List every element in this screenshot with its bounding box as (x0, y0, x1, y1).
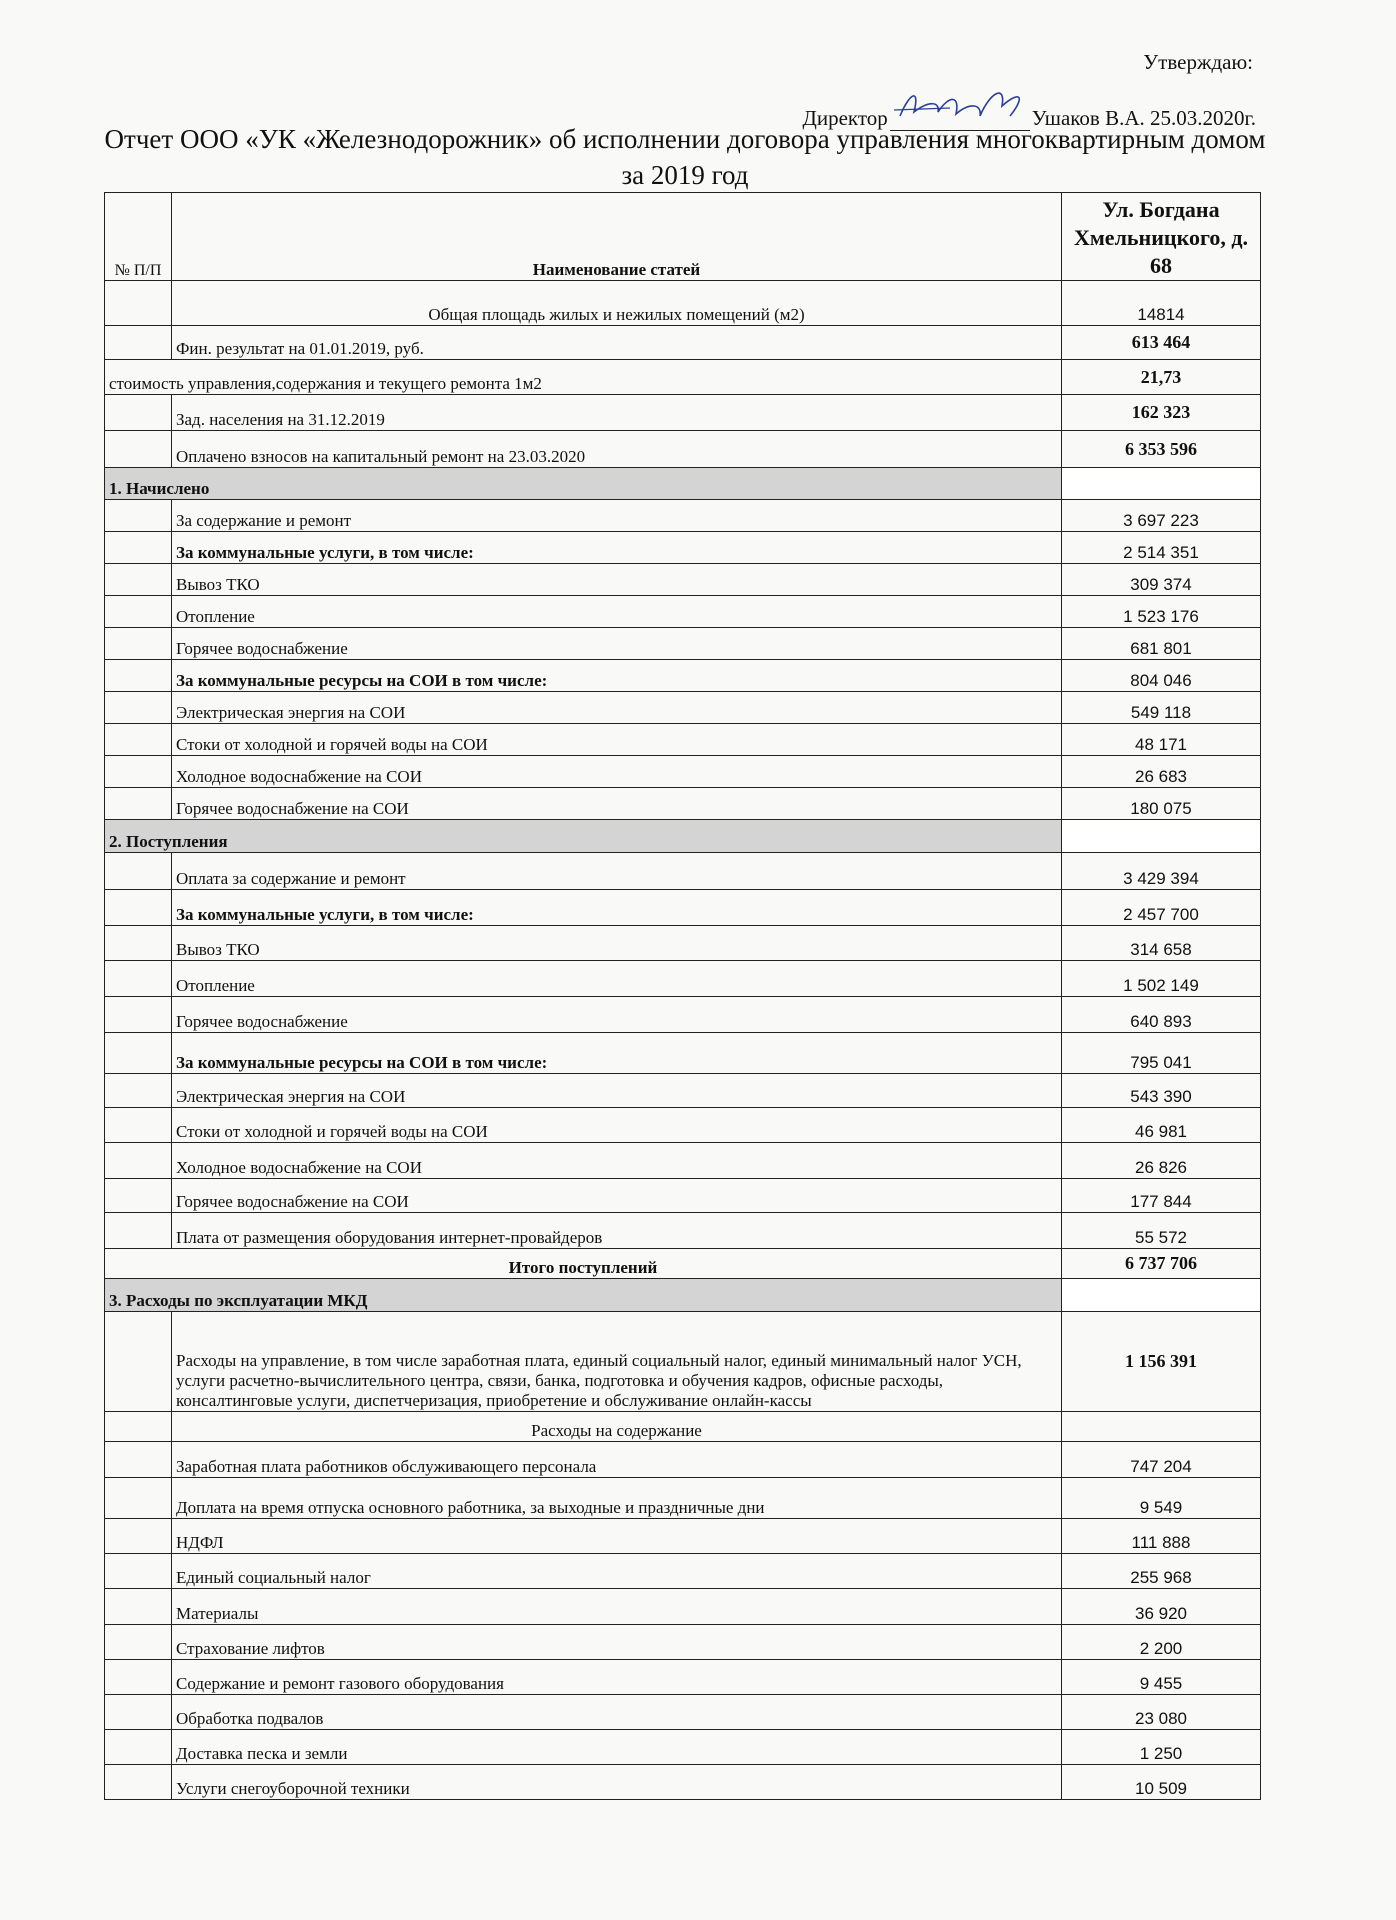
table-row (105, 724, 1261, 756)
section-label: 2. Поступления (105, 820, 1062, 853)
row-value: 309 374 (1062, 564, 1261, 596)
table-row (105, 1179, 1261, 1213)
row-label: Заработная плата работников обслуживающего персонала (172, 1442, 1062, 1478)
section-row (105, 468, 1261, 500)
director-suffix: Ушаков В.А. 25.03.2020г. (1031, 106, 1256, 130)
row-label: стоимость управления,содержания и текущего ремонта 1м2 (105, 360, 1062, 395)
row-value: 48 171 (1062, 724, 1261, 756)
report-table (104, 192, 1261, 1800)
row-value: 1 523 176 (1062, 596, 1261, 628)
table-row (105, 596, 1261, 628)
table-row (105, 1108, 1261, 1143)
table-row (105, 500, 1261, 532)
table-row (105, 1442, 1261, 1478)
table-row (105, 1519, 1261, 1554)
row-label: Материалы (172, 1589, 1062, 1625)
row-value: 26 683 (1062, 756, 1261, 788)
total-row (105, 1249, 1261, 1279)
row-label: Стоки от холодной и горячей воды на СОИ (172, 724, 1062, 756)
table-row (105, 628, 1261, 660)
row-label: Отопление (172, 961, 1062, 997)
row-label: Единый социальный налог (172, 1554, 1062, 1589)
report-title: Отчет ООО «УК «Железнодорожник» об исполнении договора управления многоквартирным домом за 2019 год (104, 124, 1266, 190)
col-value-header: Ул. Богдана Хмельницкого, д. 68 (1062, 193, 1261, 281)
table-row (105, 564, 1261, 596)
row-label: За коммунальные услуги, в том числе: (172, 890, 1062, 926)
row-label: Доставка песка и земли (172, 1730, 1062, 1765)
row-label: Плата от размещения оборудования интернет-провайдеров (172, 1213, 1062, 1249)
row-label: Доплата на время отпуска основного работника, за выходные и праздничные дни (172, 1478, 1062, 1519)
table-row (105, 1143, 1261, 1179)
row-value: 9 455 (1062, 1660, 1261, 1695)
table-row (105, 395, 1261, 431)
section-label: 3. Расходы по эксплуатации МКД (105, 1279, 1062, 1312)
table-row (105, 1625, 1261, 1660)
row-value: 640 893 (1062, 997, 1261, 1033)
table-row (105, 788, 1261, 820)
row-value: 26 826 (1062, 1143, 1261, 1179)
row-label: НДФЛ (172, 1519, 1062, 1554)
table-row (105, 431, 1261, 468)
table-row (105, 692, 1261, 724)
col-name-header: Наименование статей (172, 193, 1062, 281)
table-row (105, 326, 1261, 360)
table-row (105, 660, 1261, 692)
row-label: Услуги снегоуборочной техники (172, 1765, 1062, 1800)
row-label: Электрическая энергия на СОИ (172, 1074, 1062, 1108)
row-value: 543 390 (1062, 1074, 1261, 1108)
row-value: 3 429 394 (1062, 853, 1261, 890)
col-number-header: № П/П (105, 193, 172, 281)
row-value: 9 549 (1062, 1478, 1261, 1519)
row-value: 1 156 391 (1062, 1312, 1261, 1412)
total-label: Итого поступлений (105, 1249, 1062, 1279)
row-label: Фин. результат на 01.01.2019, руб. (172, 326, 1062, 360)
row-value: 804 046 (1062, 660, 1261, 692)
row-value: 46 981 (1062, 1108, 1261, 1143)
row-value (1062, 820, 1261, 853)
row-label: За содержание и ремонт (172, 500, 1062, 532)
approve-label: Утверждаю: (1143, 50, 1253, 74)
row-value: 747 204 (1062, 1442, 1261, 1478)
section-label: 1. Начислено (105, 468, 1062, 500)
row-value: 36 920 (1062, 1589, 1261, 1625)
section-row (105, 820, 1261, 853)
table-row (105, 853, 1261, 890)
row-value: 2 457 700 (1062, 890, 1261, 926)
row-label: Оплата за содержание и ремонт (172, 853, 1062, 890)
row-value: 549 118 (1062, 692, 1261, 724)
table-row (105, 890, 1261, 926)
row-label: Стоки от холодной и горячей воды на СОИ (172, 1108, 1062, 1143)
table-row (105, 1074, 1261, 1108)
table-header-row (105, 193, 1261, 281)
row-label: Расходы на содержание (172, 1412, 1062, 1442)
row-value: 55 572 (1062, 1213, 1261, 1249)
table-row (105, 1660, 1261, 1695)
row-label: За коммунальные ресурсы на СОИ в том числе: (172, 1033, 1062, 1074)
table-row (105, 1213, 1261, 1249)
table-row (105, 1695, 1261, 1730)
table-row (105, 1412, 1261, 1442)
table-row (105, 532, 1261, 564)
row-label: Отопление (172, 596, 1062, 628)
row-label: Зад. населения на 31.12.2019 (172, 395, 1062, 431)
table-row (105, 997, 1261, 1033)
total-value: 6 737 706 (1062, 1249, 1261, 1279)
row-label: Содержание и ремонт газового оборудования (172, 1660, 1062, 1695)
row-label: За коммунальные услуги, в том числе: (172, 532, 1062, 564)
row-label: Электрическая энергия на СОИ (172, 692, 1062, 724)
row-value (1062, 1412, 1261, 1442)
table-row (105, 926, 1261, 961)
row-value: 1 502 149 (1062, 961, 1261, 997)
table-row (105, 1765, 1261, 1800)
director-prefix: Директор (802, 106, 888, 130)
table-row (105, 281, 1261, 326)
table-row (105, 1554, 1261, 1589)
row-label: За коммунальные ресурсы на СОИ в том числе: (172, 660, 1062, 692)
row-value (1062, 1279, 1261, 1312)
row-label: Горячее водоснабжение на СОИ (172, 1179, 1062, 1213)
table-row (105, 1033, 1261, 1074)
section-row (105, 1279, 1261, 1312)
row-value: 180 075 (1062, 788, 1261, 820)
row-label: Вывоз ТКО (172, 926, 1062, 961)
table-row (105, 961, 1261, 997)
row-value: 6 353 596 (1062, 431, 1261, 468)
row-label: Холодное водоснабжение на СОИ (172, 1143, 1062, 1179)
row-value: 23 080 (1062, 1695, 1261, 1730)
table-row (105, 1589, 1261, 1625)
row-value: 613 464 (1062, 326, 1261, 360)
row-value: 314 658 (1062, 926, 1261, 961)
row-value: 2 200 (1062, 1625, 1261, 1660)
row-value: 177 844 (1062, 1179, 1261, 1213)
row-value: 162 323 (1062, 395, 1261, 431)
row-value: 2 514 351 (1062, 532, 1261, 564)
row-value: 111 888 (1062, 1519, 1261, 1554)
table-row (105, 1730, 1261, 1765)
row-label: Горячее водоснабжение на СОИ (172, 788, 1062, 820)
row-label: Обработка подвалов (172, 1695, 1062, 1730)
row-value: 255 968 (1062, 1554, 1261, 1589)
table-row (105, 756, 1261, 788)
row-label: Горячее водоснабжение (172, 628, 1062, 660)
row-label: Вывоз ТКО (172, 564, 1062, 596)
row-value: 795 041 (1062, 1033, 1261, 1074)
row-value: 14814 (1062, 281, 1261, 326)
table-row (105, 360, 1261, 395)
row-value: 21,73 (1062, 360, 1261, 395)
row-label: Горячее водоснабжение (172, 997, 1062, 1033)
row-value: 3 697 223 (1062, 500, 1261, 532)
row-value (1062, 468, 1261, 500)
row-label: Холодное водоснабжение на СОИ (172, 756, 1062, 788)
row-value: 1 250 (1062, 1730, 1261, 1765)
row-label: Общая площадь жилых и нежилых помещений (м2) (172, 281, 1062, 326)
table-row (105, 1478, 1261, 1519)
table-row (105, 1312, 1261, 1412)
row-value: 681 801 (1062, 628, 1261, 660)
row-value: 10 509 (1062, 1765, 1261, 1800)
row-label: Страхование лифтов (172, 1625, 1062, 1660)
row-label: Расходы на управление, в том числе заработная плата, единый социальный налог, единый минимальный налог УСН, услуги расчетно-вычислительного центра, связи, банка, подготовка и обучения кадров, офисные расходы, консалтинговые услуги, диспетчеризация, приобретение и обслуживание онлайн-кассы (172, 1312, 1062, 1412)
row-label: Оплачено взносов на капитальный ремонт на 23.03.2020 (172, 431, 1062, 468)
